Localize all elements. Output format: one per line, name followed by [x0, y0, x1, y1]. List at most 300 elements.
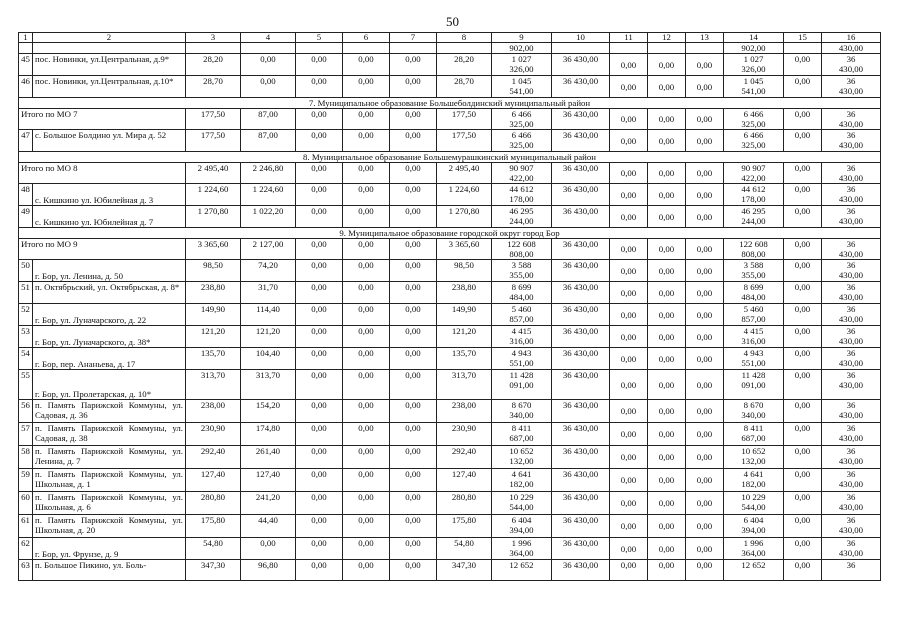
value-cell: 36 430,00 [822, 184, 881, 206]
value-cell: 74,20 [241, 260, 296, 282]
value-cell: 5 460 857,00 [724, 304, 784, 326]
value-cell: 0,00 [686, 184, 724, 206]
value-cell: 0,00 [686, 206, 724, 228]
value-cell: 96,80 [241, 560, 296, 581]
table-row [19, 43, 881, 54]
value-cell: 0,00 [610, 560, 648, 581]
value-cell: 0,00 [686, 130, 724, 152]
data-table [18, 32, 881, 581]
address-cell: п. Память Парижской Коммуны, ул. Ленина, д. 7 [33, 446, 186, 469]
value-cell: 0,00 [784, 260, 822, 282]
value-cell: 0,00 [686, 492, 724, 515]
column-header: 9 [492, 33, 552, 43]
value-cell: 0,00 [241, 54, 296, 76]
value-cell: 0,00 [296, 469, 343, 492]
value-cell: 0,00 [390, 515, 437, 538]
value-cell: 36 430,00 [552, 76, 610, 98]
value-cell [437, 43, 492, 54]
value-cell: 0,00 [648, 163, 686, 184]
value-cell: 0,00 [648, 348, 686, 370]
value-cell: 8 699 484,00 [492, 282, 552, 304]
column-number-header [19, 33, 881, 43]
value-cell: 0,00 [343, 469, 390, 492]
column-header: 8 [437, 33, 492, 43]
section-heading-row [19, 228, 881, 239]
value-cell: 177,50 [437, 109, 492, 130]
value-cell: 28,20 [437, 54, 492, 76]
value-cell: 36 430,00 [822, 348, 881, 370]
value-cell: 0,00 [343, 423, 390, 446]
value-cell: 135,70 [437, 348, 492, 370]
address-cell: г. Бор, ул. Луначарского, д. 22 [33, 304, 186, 326]
row-number: 51 [19, 282, 33, 304]
table-row [19, 423, 881, 446]
address-cell: с. Кишкино ул. Юбилейная д. 3 [33, 184, 186, 206]
value-cell: 230,90 [437, 423, 492, 446]
value-cell: 0,00 [343, 348, 390, 370]
value-cell: 122 608 808,00 [724, 239, 784, 260]
value-cell: 0,00 [784, 400, 822, 423]
value-cell: 0,00 [343, 326, 390, 348]
value-cell: 238,80 [437, 282, 492, 304]
table-row [19, 515, 881, 538]
value-cell: 0,00 [784, 282, 822, 304]
value-cell: 36 430,00 [822, 515, 881, 538]
value-cell: 0,00 [686, 239, 724, 260]
value-cell: 280,80 [437, 492, 492, 515]
value-cell: 230,90 [186, 423, 241, 446]
row-number: 53 [19, 326, 33, 348]
value-cell: 6 404 394,00 [724, 515, 784, 538]
table-row [19, 400, 881, 423]
value-cell: 1 224,60 [437, 184, 492, 206]
value-cell: 0,00 [648, 469, 686, 492]
value-cell: 36 430,00 [552, 348, 610, 370]
value-cell: 36 430,00 [552, 260, 610, 282]
value-cell: 0,00 [648, 260, 686, 282]
value-cell: 0,00 [784, 446, 822, 469]
address-cell: г. Бор, ул. Фрунзе, д. 9 [33, 538, 186, 560]
value-cell: 1 224,60 [186, 184, 241, 206]
value-cell [784, 43, 822, 54]
value-cell: 36 430,00 [552, 282, 610, 304]
value-cell: 36 430,00 [822, 206, 881, 228]
value-cell: 36 430,00 [822, 446, 881, 469]
value-cell: 0,00 [686, 76, 724, 98]
address-cell: г. Бор, пер. Ананьева, д. 17 [33, 348, 186, 370]
value-cell: 238,00 [186, 400, 241, 423]
total-label: Итого по МО 8 [19, 163, 186, 184]
value-cell: 44 612 178,00 [724, 184, 784, 206]
value-cell: 0,00 [296, 304, 343, 326]
value-cell: 0,00 [610, 76, 648, 98]
address-cell: г. Бор, ул. Пролетарская, д. 10* [33, 370, 186, 400]
row-number: 48 [19, 184, 33, 206]
value-cell: 0,00 [610, 348, 648, 370]
address-cell: с. Кишкино ул. Юбилейная д. 7 [33, 206, 186, 228]
value-cell: 0,00 [296, 326, 343, 348]
value-cell: 8 670 340,00 [492, 400, 552, 423]
value-cell: 0,00 [784, 109, 822, 130]
value-cell: 0,00 [343, 239, 390, 260]
value-cell: 902,00 [492, 43, 552, 54]
table-body [19, 33, 881, 581]
address-cell [33, 43, 186, 54]
value-cell: 0,00 [390, 76, 437, 98]
value-cell: 2 495,40 [186, 163, 241, 184]
value-cell: 0,00 [784, 469, 822, 492]
value-cell: 0,00 [390, 163, 437, 184]
value-cell: 0,00 [241, 76, 296, 98]
value-cell: 0,00 [390, 423, 437, 446]
address-cell: пос. Новинки, ул.Центральная, д.10* [33, 76, 186, 98]
value-cell: 902,00 [724, 43, 784, 54]
value-cell: 31,70 [241, 282, 296, 304]
value-cell: 3 588 355,00 [492, 260, 552, 282]
value-cell: 6 466 325,00 [724, 130, 784, 152]
value-cell: 0,00 [390, 538, 437, 560]
value-cell: 0,00 [610, 446, 648, 469]
value-cell [648, 43, 686, 54]
value-cell: 36 430,00 [552, 492, 610, 515]
value-cell: 12 652 [724, 560, 784, 581]
column-header: 12 [648, 33, 686, 43]
value-cell: 1 045 541,00 [724, 76, 784, 98]
value-cell: 0,00 [343, 109, 390, 130]
table-row [19, 304, 881, 326]
row-number: 46 [19, 76, 33, 98]
value-cell: 154,20 [241, 400, 296, 423]
value-cell: 1 996 364,00 [724, 538, 784, 560]
value-cell: 0,00 [686, 446, 724, 469]
value-cell: 36 430,00 [822, 76, 881, 98]
value-cell: 0,00 [648, 538, 686, 560]
row-number: 45 [19, 54, 33, 76]
column-header: 2 [33, 33, 186, 43]
value-cell: 28,20 [186, 54, 241, 76]
total-row [19, 163, 881, 184]
value-cell: 261,40 [241, 446, 296, 469]
value-cell: 0,00 [610, 304, 648, 326]
value-cell: 6 466 325,00 [492, 130, 552, 152]
value-cell: 114,40 [241, 304, 296, 326]
value-cell: 0,00 [610, 239, 648, 260]
value-cell: 0,00 [296, 282, 343, 304]
value-cell: 0,00 [343, 304, 390, 326]
value-cell: 6 466 325,00 [724, 109, 784, 130]
value-cell [390, 43, 437, 54]
value-cell: 0,00 [784, 538, 822, 560]
value-cell: 36 430,00 [822, 282, 881, 304]
value-cell: 0,00 [610, 54, 648, 76]
value-cell: 127,40 [186, 469, 241, 492]
value-cell: 0,00 [610, 206, 648, 228]
value-cell: 0,00 [784, 515, 822, 538]
value-cell [686, 43, 724, 54]
value-cell: 36 430,00 [552, 370, 610, 400]
value-cell: 0,00 [390, 469, 437, 492]
address-cell: п. Память Парижской Коммуны, ул. Школьная, д. 1 [33, 469, 186, 492]
value-cell: 104,40 [241, 348, 296, 370]
value-cell: 0,00 [296, 206, 343, 228]
value-cell: 0,00 [296, 370, 343, 400]
value-cell: 2 127,00 [241, 239, 296, 260]
value-cell: 0,00 [296, 260, 343, 282]
address-cell: п. Память Парижской Коммуны, ул. Садовая, д. 36 [33, 400, 186, 423]
value-cell [241, 43, 296, 54]
value-cell: 313,70 [437, 370, 492, 400]
value-cell: 0,00 [296, 400, 343, 423]
value-cell: 1 996 364,00 [492, 538, 552, 560]
value-cell: 292,40 [186, 446, 241, 469]
value-cell: 28,70 [186, 76, 241, 98]
value-cell: 0,00 [610, 282, 648, 304]
value-cell: 36 430,00 [822, 538, 881, 560]
value-cell: 0,00 [686, 400, 724, 423]
value-cell: 0,00 [686, 54, 724, 76]
address-cell: г. Бор, ул. Ленина, д. 50 [33, 260, 186, 282]
value-cell: 0,00 [784, 423, 822, 446]
value-cell: 0,00 [390, 348, 437, 370]
row-number: 47 [19, 130, 33, 152]
value-cell: 0,00 [648, 206, 686, 228]
value-cell: 0,00 [343, 206, 390, 228]
value-cell: 0,00 [784, 348, 822, 370]
value-cell: 0,00 [648, 492, 686, 515]
row-number: 56 [19, 400, 33, 423]
value-cell: 0,00 [296, 492, 343, 515]
column-header: 13 [686, 33, 724, 43]
table-row [19, 469, 881, 492]
value-cell: 1 022,20 [241, 206, 296, 228]
value-cell: 10 652 132,00 [492, 446, 552, 469]
value-cell: 0,00 [784, 163, 822, 184]
row-number: 50 [19, 260, 33, 282]
value-cell: 0,00 [610, 184, 648, 206]
row-number: 62 [19, 538, 33, 560]
value-cell: 0,00 [784, 206, 822, 228]
value-cell: 0,00 [784, 130, 822, 152]
table-row [19, 184, 881, 206]
value-cell: 0,00 [784, 304, 822, 326]
address-cell: пос. Новинки, ул.Центральная, д.9* [33, 54, 186, 76]
value-cell: 0,00 [343, 400, 390, 423]
value-cell: 0,00 [296, 130, 343, 152]
value-cell: 0,00 [296, 184, 343, 206]
value-cell: 10 229 544,00 [492, 492, 552, 515]
value-cell: 0,00 [648, 400, 686, 423]
value-cell: 87,00 [241, 130, 296, 152]
value-cell: 0,00 [610, 515, 648, 538]
value-cell: 11 428 091,00 [492, 370, 552, 400]
column-header: 15 [784, 33, 822, 43]
value-cell: 0,00 [610, 326, 648, 348]
value-cell: 4 943 551,00 [724, 348, 784, 370]
table-row [19, 130, 881, 152]
value-cell: 36 430,00 [822, 400, 881, 423]
value-cell: 0,00 [648, 326, 686, 348]
value-cell: 1 027 326,00 [492, 54, 552, 76]
value-cell: 313,70 [186, 370, 241, 400]
page-number: 50 [446, 14, 459, 29]
total-label: Итого по МО 7 [19, 109, 186, 130]
value-cell: 0,00 [648, 184, 686, 206]
value-cell: 90 907 422,00 [492, 163, 552, 184]
value-cell: 3 365,60 [186, 239, 241, 260]
value-cell: 36 430,00 [552, 239, 610, 260]
value-cell: 36 430,00 [552, 560, 610, 581]
value-cell [610, 43, 648, 54]
value-cell: 0,00 [390, 560, 437, 581]
column-header: 4 [241, 33, 296, 43]
value-cell: 0,00 [784, 560, 822, 581]
value-cell: 0,00 [686, 304, 724, 326]
value-cell: 0,00 [648, 304, 686, 326]
value-cell: 177,50 [186, 109, 241, 130]
value-cell: 0,00 [296, 239, 343, 260]
value-cell [186, 43, 241, 54]
value-cell: 0,00 [390, 446, 437, 469]
value-cell: 8 411 687,00 [724, 423, 784, 446]
value-cell: 2 495,40 [437, 163, 492, 184]
value-cell: 238,00 [437, 400, 492, 423]
value-cell: 36 430,00 [822, 492, 881, 515]
value-cell: 46 295 244,00 [492, 206, 552, 228]
value-cell: 1 270,80 [437, 206, 492, 228]
value-cell: 8 699 484,00 [724, 282, 784, 304]
value-cell: 0,00 [686, 515, 724, 538]
value-cell: 11 428 091,00 [724, 370, 784, 400]
value-cell: 36 430,00 [822, 239, 881, 260]
table-row [19, 260, 881, 282]
row-number: 54 [19, 348, 33, 370]
value-cell: 0,00 [648, 560, 686, 581]
value-cell: 0,00 [784, 54, 822, 76]
row-number: 59 [19, 469, 33, 492]
value-cell: 36 430,00 [552, 184, 610, 206]
value-cell: 292,40 [437, 446, 492, 469]
value-cell: 280,80 [186, 492, 241, 515]
table-row [19, 446, 881, 469]
value-cell: 36 430,00 [552, 400, 610, 423]
value-cell: 1 045 541,00 [492, 76, 552, 98]
value-cell: 0,00 [784, 239, 822, 260]
value-cell: 0,00 [390, 239, 437, 260]
value-cell: 54,80 [437, 538, 492, 560]
value-cell: 0,00 [686, 370, 724, 400]
value-cell: 36 430,00 [822, 423, 881, 446]
value-cell: 0,00 [390, 54, 437, 76]
value-cell: 2 246,80 [241, 163, 296, 184]
value-cell: 4 415 316,00 [724, 326, 784, 348]
value-cell: 0,00 [686, 469, 724, 492]
value-cell: 44 612 178,00 [492, 184, 552, 206]
section-heading: 7. Муниципальное образование Большеболдинский муниципальный район [19, 98, 881, 109]
value-cell: 3 365,60 [437, 239, 492, 260]
value-cell: 36 430,00 [822, 163, 881, 184]
value-cell: 0,00 [343, 54, 390, 76]
value-cell: 0,00 [686, 538, 724, 560]
column-header: 5 [296, 33, 343, 43]
value-cell: 36 430,00 [552, 130, 610, 152]
row-number: 55 [19, 370, 33, 400]
value-cell: 121,20 [186, 326, 241, 348]
value-cell: 0,00 [343, 260, 390, 282]
value-cell: 0,00 [390, 370, 437, 400]
value-cell: 6 404 394,00 [492, 515, 552, 538]
value-cell: 0,00 [390, 282, 437, 304]
value-cell: 36 430,00 [822, 326, 881, 348]
row-number: 49 [19, 206, 33, 228]
value-cell: 36 430,00 [822, 469, 881, 492]
value-cell: 0,00 [686, 282, 724, 304]
table-row [19, 54, 881, 76]
value-cell: 149,90 [186, 304, 241, 326]
value-cell: 4 943 551,00 [492, 348, 552, 370]
table-row [19, 538, 881, 560]
value-cell: 0,00 [686, 560, 724, 581]
value-cell: 0,00 [296, 76, 343, 98]
value-cell: 0,00 [648, 130, 686, 152]
address-cell: п. Октябрьский, ул. Октябрьская, д. 8* [33, 282, 186, 304]
value-cell: 0,00 [648, 239, 686, 260]
value-cell: 0,00 [296, 538, 343, 560]
value-cell: 0,00 [610, 163, 648, 184]
value-cell: 0,00 [390, 260, 437, 282]
value-cell: 0,00 [343, 163, 390, 184]
section-heading: 9. Муниципальное образование городской округ город Бор [19, 228, 881, 239]
row-number: 61 [19, 515, 33, 538]
value-cell: 0,00 [648, 370, 686, 400]
value-cell: 0,00 [648, 446, 686, 469]
total-row [19, 239, 881, 260]
row-number: 52 [19, 304, 33, 326]
value-cell: 0,00 [390, 206, 437, 228]
value-cell: 0,00 [343, 446, 390, 469]
value-cell: 175,80 [437, 515, 492, 538]
value-cell: 0,00 [390, 109, 437, 130]
address-cell: п. Большое Пикино, ул. Боль- [33, 560, 186, 581]
table-row [19, 492, 881, 515]
value-cell: 87,00 [241, 109, 296, 130]
row-number: 60 [19, 492, 33, 515]
value-cell: 0,00 [296, 423, 343, 446]
value-cell: 0,00 [390, 184, 437, 206]
section-heading-row [19, 98, 881, 109]
column-header: 3 [186, 33, 241, 43]
value-cell: 122 608 808,00 [492, 239, 552, 260]
value-cell: 0,00 [648, 282, 686, 304]
value-cell: 36 430,00 [552, 423, 610, 446]
value-cell: 3 588 355,00 [724, 260, 784, 282]
value-cell: 347,30 [437, 560, 492, 581]
value-cell: 0,00 [784, 370, 822, 400]
value-cell: 28,70 [437, 76, 492, 98]
value-cell: 1 270,80 [186, 206, 241, 228]
value-cell: 44,40 [241, 515, 296, 538]
value-cell: 0,00 [610, 538, 648, 560]
value-cell: 0,00 [296, 348, 343, 370]
value-cell: 4 641 182,00 [724, 469, 784, 492]
address-cell: с. Большое Болдино ул. Мира д. 52 [33, 130, 186, 152]
value-cell: 0,00 [648, 515, 686, 538]
value-cell: 0,00 [343, 560, 390, 581]
value-cell: 127,40 [241, 469, 296, 492]
section-heading-row [19, 152, 881, 163]
value-cell: 8 411 687,00 [492, 423, 552, 446]
value-cell: 238,80 [186, 282, 241, 304]
value-cell: 0,00 [343, 130, 390, 152]
